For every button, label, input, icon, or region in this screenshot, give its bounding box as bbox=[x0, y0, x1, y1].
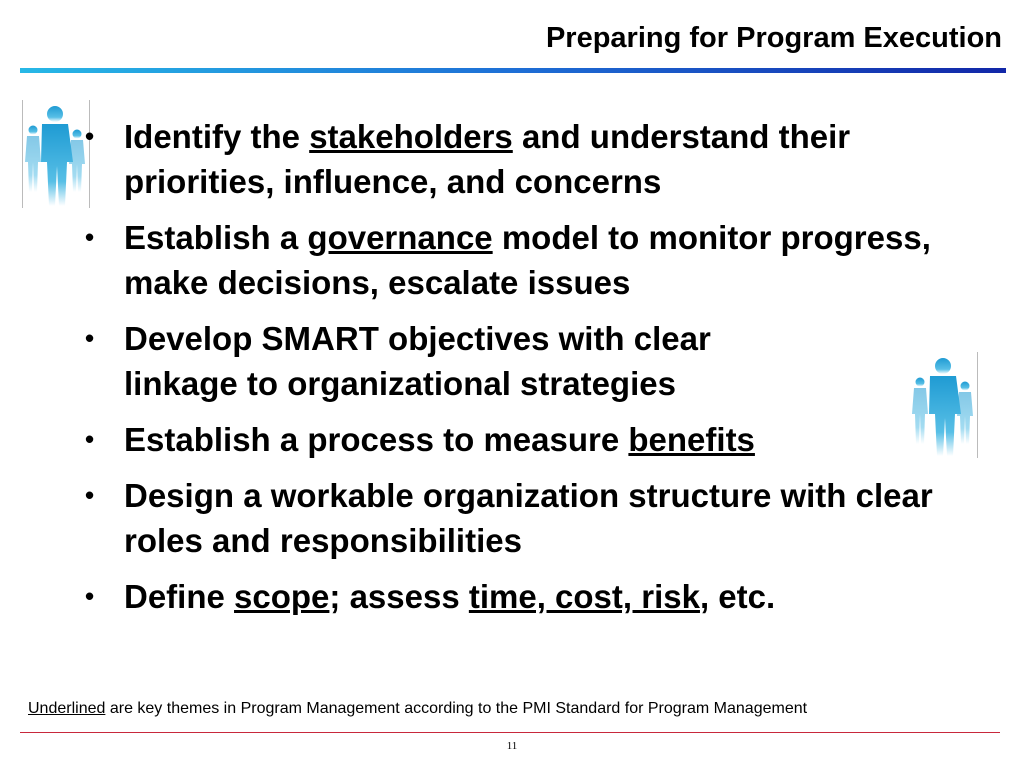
bullet-marker: • bbox=[85, 581, 95, 611]
business-people-silhouette-icon bbox=[22, 100, 90, 213]
bullet-marker: • bbox=[85, 424, 95, 454]
bullet-item-governance bbox=[85, 215, 935, 305]
bullet-text: Design a workable organization structure with clear roles and responsibilities bbox=[124, 477, 933, 559]
underlined-key-theme: stakeholders bbox=[309, 118, 513, 155]
underlined-key-theme: governance bbox=[307, 219, 493, 256]
bullet-item-benefits bbox=[85, 417, 935, 462]
page-number: 11 bbox=[506, 740, 518, 752]
bullet-item-stakeholders bbox=[85, 114, 935, 204]
business-people-silhouette-icon bbox=[908, 352, 978, 463]
title-divider bbox=[20, 68, 1006, 73]
bullet-text: model to monitor progress, make decisions, escalate issues bbox=[124, 219, 931, 301]
bullet-text: , etc. bbox=[699, 578, 776, 615]
bullet-text: ; assess bbox=[329, 578, 469, 615]
bullet-text: Identify the bbox=[124, 118, 310, 155]
underlined-key-theme: benefits bbox=[628, 421, 755, 458]
bullet-text: Define bbox=[124, 578, 235, 615]
bullet-marker: • bbox=[85, 222, 95, 252]
bullet-text-line-1: Develop SMART objectives with clear bbox=[124, 320, 711, 357]
footnote-underlined-word: Underlined bbox=[28, 700, 106, 717]
slide-title: Preparing for Program Execution bbox=[545, 22, 1002, 54]
bullet-item-scope bbox=[85, 574, 935, 619]
footer-divider bbox=[20, 732, 1000, 733]
footnote-text: are key themes in Program Management according to the PMI Standard for Program Management bbox=[105, 700, 808, 717]
bullet-item-smart-objectives bbox=[85, 316, 935, 406]
bullet-text: Establish a bbox=[124, 219, 308, 256]
bullet-list bbox=[85, 114, 935, 630]
bullet-text: Establish a process to measure bbox=[124, 421, 629, 458]
bullet-text-line-2: linkage to organizational strategies bbox=[124, 365, 676, 402]
footnote bbox=[28, 700, 807, 718]
underlined-key-theme: scope bbox=[234, 578, 330, 615]
bullet-item-organization-structure bbox=[85, 473, 935, 563]
bullet-marker: • bbox=[85, 323, 95, 353]
bullet-text: and understand their priorities, influence, and concerns bbox=[124, 118, 851, 200]
underlined-key-theme: time, cost, risk bbox=[468, 578, 700, 615]
bullet-marker: • bbox=[85, 480, 95, 510]
bullet-marker: • bbox=[85, 121, 95, 151]
